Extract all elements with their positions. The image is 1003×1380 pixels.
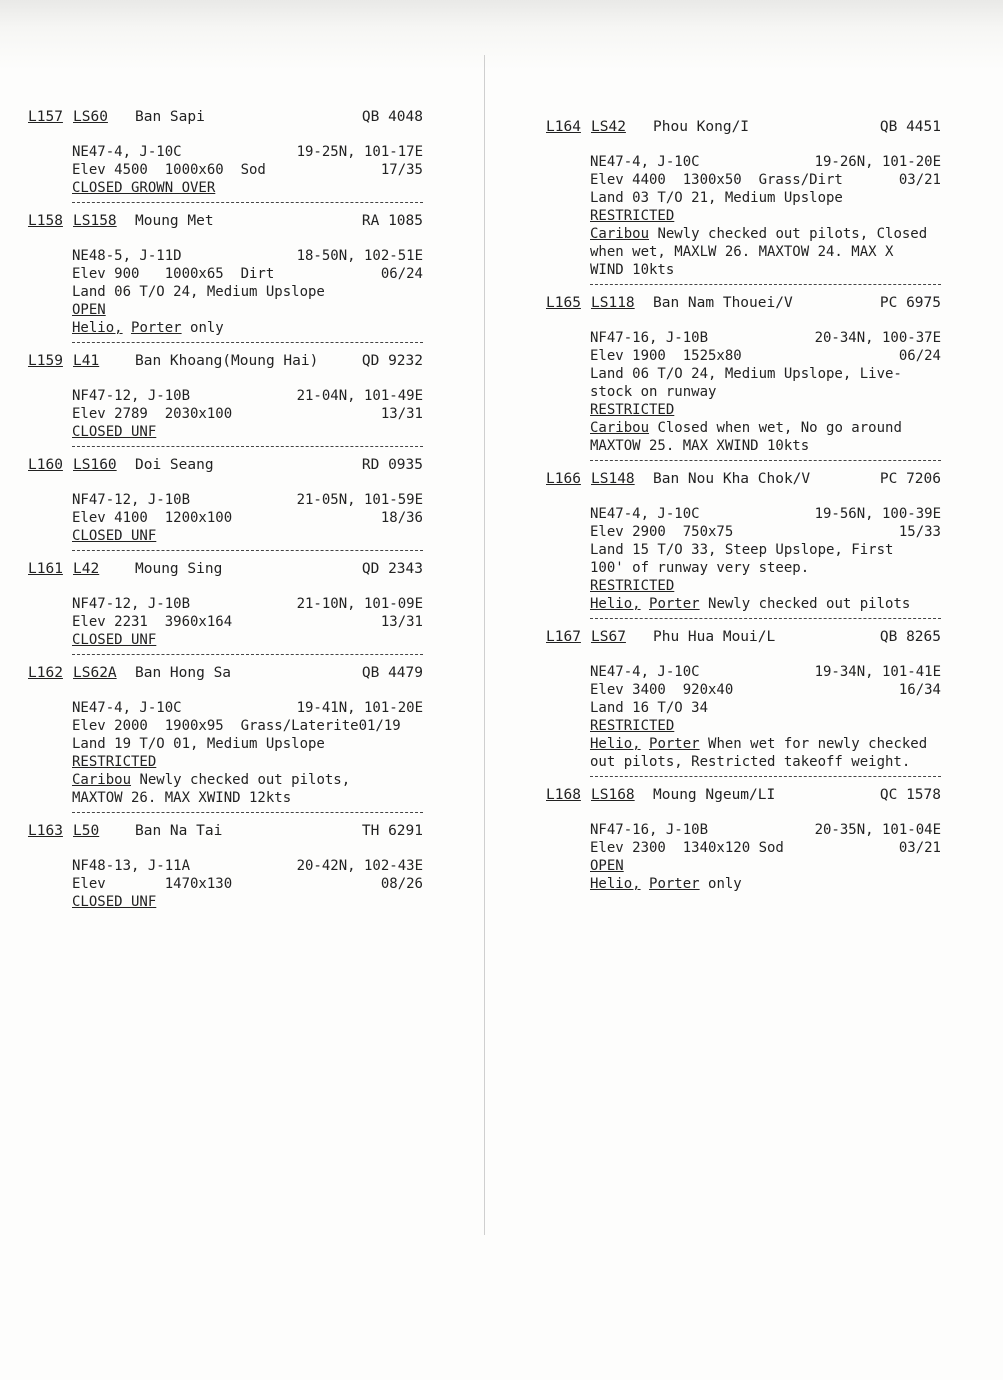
info-line — [590, 717, 941, 735]
remark-text: out pilots, Restricted takeoff weight. — [590, 754, 911, 770]
info-line — [590, 383, 941, 401]
status-label: RESTRICTED — [72, 754, 157, 770]
aircraft-type: Caribou — [590, 420, 650, 436]
entry-header — [28, 107, 423, 127]
entry-header — [28, 455, 423, 475]
info-line — [590, 419, 941, 437]
entry-header — [28, 663, 423, 683]
ls-code: LS60 — [73, 109, 108, 125]
remark-text: Newly checked out pilots — [699, 596, 911, 612]
remark-text: Newly checked out pilots, — [131, 772, 351, 788]
dashed-separator — [72, 342, 423, 343]
remark-text: MAXTOW 26. MAX XWIND 12kts — [72, 790, 292, 806]
right-column — [546, 117, 941, 893]
elevation-dims: Elev 4500 1000x60 Sod — [72, 162, 266, 178]
site-name: Phou Kong/I — [653, 119, 750, 135]
airstrip-entry — [546, 293, 941, 461]
elev-row — [590, 839, 941, 857]
airstrip-entry — [28, 663, 423, 813]
chart-ref: NE47-4, J-10C — [590, 154, 700, 170]
status-label: CLOSED UNF — [72, 894, 157, 910]
chart-ref: NF48-13, J-11A — [72, 858, 191, 874]
dashed-separator — [72, 446, 423, 447]
airstrip-entry — [546, 627, 941, 777]
dashed-separator — [590, 776, 941, 777]
airstrip-entry — [28, 107, 423, 203]
status-label: RESTRICTED — [590, 402, 675, 418]
info-line — [72, 423, 423, 441]
info-line — [72, 527, 423, 545]
aircraft-type: Helio, — [590, 736, 641, 752]
l-code: L166 — [546, 471, 581, 487]
elevation-dims: Elev 3400 920x40 — [590, 682, 734, 698]
runway-heading: 13/31 — [380, 614, 423, 630]
chart-row — [590, 505, 941, 523]
entry-body — [72, 387, 423, 441]
runway-heading: 18/36 — [380, 510, 423, 526]
runway-heading: 13/31 — [380, 406, 423, 422]
info-line — [590, 595, 941, 613]
info-line — [72, 735, 423, 753]
chart-ref: NF47-12, J-10B — [72, 596, 191, 612]
remark-text: WIND 10kts — [590, 262, 675, 278]
info-line — [590, 857, 941, 875]
remark-text: only — [699, 876, 742, 892]
info-line — [590, 365, 941, 383]
airstrip-entry — [28, 211, 423, 343]
ls-code: LS168 — [591, 787, 635, 803]
status-label: CLOSED GROWN OVER — [72, 180, 216, 196]
info-line — [590, 875, 941, 893]
grid-ref: QB 4479 — [361, 665, 423, 681]
dashed-separator — [590, 284, 941, 285]
grid-ref: RD 0935 — [361, 457, 423, 473]
status-label: RESTRICTED — [590, 718, 675, 734]
l-code: L158 — [28, 213, 63, 229]
ls-code: LS158 — [73, 213, 117, 229]
coordinates: 21-05N, 101-59E — [296, 492, 423, 508]
info-line — [590, 753, 941, 771]
elevation-dims: Elev 1900 1525x80 — [590, 348, 742, 364]
elevation-dims: Elev 2231 3960x164 — [72, 614, 233, 630]
entry-body — [590, 505, 941, 613]
status-label: CLOSED UNF — [72, 528, 157, 544]
aircraft-type: Porter — [649, 596, 700, 612]
l-code: L167 — [546, 629, 581, 645]
dashed-separator — [72, 654, 423, 655]
entry-body — [72, 595, 423, 649]
elev-row — [590, 681, 941, 699]
info-line — [72, 179, 423, 197]
l-code: L163 — [28, 823, 63, 839]
chart-row — [72, 143, 423, 161]
status-label: OPEN — [590, 858, 624, 874]
dashed-separator — [72, 202, 423, 203]
l-code: L165 — [546, 295, 581, 311]
elev-row — [72, 875, 423, 893]
dashed-separator — [72, 812, 423, 813]
dashed-separator — [72, 550, 423, 551]
l-code: L164 — [546, 119, 581, 135]
status-label: RESTRICTED — [590, 208, 675, 224]
elevation-dims: Elev 4100 1200x100 — [72, 510, 233, 526]
chart-row — [590, 153, 941, 171]
ls-code: L42 — [73, 561, 100, 577]
chart-ref: NF47-12, J-10B — [72, 492, 191, 508]
grid-ref: QD 9232 — [361, 353, 423, 369]
entry-body — [72, 247, 423, 337]
status-label: RESTRICTED — [590, 578, 675, 594]
remark-text: Land 19 T/O 01, Medium Upslope — [72, 736, 325, 752]
grid-ref: QD 2343 — [361, 561, 423, 577]
coordinates: 20-34N, 100-37E — [814, 330, 941, 346]
coordinates: 20-42N, 102-43E — [296, 858, 423, 874]
entry-body — [72, 143, 423, 197]
aircraft-type: Porter — [131, 320, 182, 336]
chart-ref: NF47-16, J-10B — [590, 330, 709, 346]
coordinates: 18-50N, 102-51E — [296, 248, 423, 264]
airstrip-entry — [546, 469, 941, 619]
remark-text: Land 16 T/O 34 — [590, 700, 709, 716]
grid-ref: PC 7206 — [879, 471, 941, 487]
info-line — [590, 401, 941, 419]
grid-ref: TH 6291 — [361, 823, 423, 839]
coordinates: 21-04N, 101-49E — [296, 388, 423, 404]
elev-row — [590, 171, 941, 189]
aircraft-type: Caribou — [72, 772, 132, 788]
runway-heading: 03/21 — [898, 172, 941, 188]
grid-ref: PC 6975 — [879, 295, 941, 311]
remark-text: 100' of runway very steep. — [590, 560, 810, 576]
chart-ref: NF47-16, J-10B — [590, 822, 709, 838]
runway-heading: 16/34 — [898, 682, 941, 698]
ls-code: LS62A — [73, 665, 117, 681]
remark-text: when wet, MAXLW 26. MAXTOW 24. MAX X — [590, 244, 894, 260]
status-label: CLOSED UNF — [72, 424, 157, 440]
site-name: Moung Sing — [135, 561, 223, 577]
elevation-dims: Elev 2789 2030x100 — [72, 406, 233, 422]
grid-ref: QB 4048 — [361, 109, 423, 125]
site-name: Moung Ngeum/LI — [653, 787, 776, 803]
coordinates: 20-35N, 101-04E — [814, 822, 941, 838]
info-line — [590, 261, 941, 279]
entry-body — [72, 491, 423, 545]
remark-text: only — [181, 320, 224, 336]
remark-text: Land 03 T/O 21, Medium Upslope — [590, 190, 843, 206]
l-code: L157 — [28, 109, 63, 125]
elev-row — [72, 613, 423, 631]
coordinates: 19-34N, 101-41E — [814, 664, 941, 680]
ls-code: LS67 — [591, 629, 626, 645]
chart-row — [72, 247, 423, 265]
remark-text: Land 15 T/O 33, Steep Upslope, First — [590, 542, 894, 558]
dashed-separator — [590, 618, 941, 619]
chart-row — [590, 329, 941, 347]
info-line — [590, 577, 941, 595]
airstrip-entry — [28, 455, 423, 551]
entry-body — [72, 699, 423, 807]
entry-body — [72, 857, 423, 911]
ls-code: L50 — [73, 823, 100, 839]
elevation-dims: Elev 2900 750x75 — [590, 524, 734, 540]
info-line — [590, 735, 941, 753]
grid-ref: RA 1085 — [361, 213, 423, 229]
elev-row — [72, 509, 423, 527]
entry-header — [546, 117, 941, 137]
site-name: Ban Hong Sa — [135, 665, 232, 681]
runway-heading: 06/24 — [898, 348, 941, 364]
info-line — [72, 753, 423, 771]
ls-code: LS42 — [591, 119, 626, 135]
info-line — [72, 631, 423, 649]
info-line — [72, 301, 423, 319]
l-code: L168 — [546, 787, 581, 803]
entry-header — [546, 293, 941, 313]
remark-text: stock on runway — [590, 384, 717, 400]
scan-shadow — [0, 0, 1003, 70]
entry-body — [590, 329, 941, 455]
elevation-dims: Elev 2300 1340x120 Sod — [590, 840, 784, 856]
site-name: Moung Met — [135, 213, 214, 229]
elev-row — [590, 523, 941, 541]
entry-header — [546, 469, 941, 489]
airstrip-entry — [28, 821, 423, 911]
ls-code: L41 — [73, 353, 100, 369]
elevation-dims: Elev 900 1000x65 Dirt — [72, 266, 275, 282]
site-name: Ban Na Tai — [135, 823, 223, 839]
chart-ref: NE47-4, J-10C — [590, 664, 700, 680]
site-name: Ban Nam Thouei/V — [653, 295, 793, 311]
left-column — [28, 107, 423, 911]
info-line — [72, 893, 423, 911]
elev-row — [590, 347, 941, 365]
l-code: L159 — [28, 353, 63, 369]
elevation-dims: Elev 1470x130 — [72, 876, 233, 892]
info-line — [590, 541, 941, 559]
info-line — [590, 243, 941, 261]
site-name: Ban Sapi — [135, 109, 205, 125]
aircraft-type: Porter — [649, 736, 700, 752]
aircraft-type: Helio, — [72, 320, 123, 336]
chart-ref: NE47-4, J-10C — [72, 700, 182, 716]
site-name: Phu Hua Moui/L — [653, 629, 776, 645]
entry-header — [28, 559, 423, 579]
entry-header — [28, 211, 423, 231]
runway-heading: 08/26 — [380, 876, 423, 892]
page-fold — [484, 55, 485, 1235]
airstrip-entry — [546, 117, 941, 285]
chart-row — [72, 595, 423, 613]
entry-header — [28, 821, 423, 841]
info-line — [72, 771, 423, 789]
info-line — [590, 225, 941, 243]
chart-row — [72, 387, 423, 405]
remark-text: MAXTOW 25. MAX XWIND 10kts — [590, 438, 810, 454]
runway-heading: 03/21 — [898, 840, 941, 856]
remark-text: When wet for newly checked — [699, 736, 928, 752]
dashed-separator — [590, 460, 941, 461]
airstrip-entry — [546, 785, 941, 893]
entry-header — [28, 351, 423, 371]
runway-heading: 17/35 — [380, 162, 423, 178]
airstrip-entry — [28, 559, 423, 655]
chart-row — [590, 821, 941, 839]
status-label: OPEN — [72, 302, 106, 318]
chart-ref: NE48-5, J-11D — [72, 248, 182, 264]
remark-text: Newly checked out pilots, Closed — [649, 226, 928, 242]
entry-header — [546, 785, 941, 805]
info-line — [590, 189, 941, 207]
remark-text: Land 06 T/O 24, Medium Upslope — [72, 284, 325, 300]
chart-row — [72, 857, 423, 875]
grid-ref: QC 1578 — [879, 787, 941, 803]
info-line — [590, 699, 941, 717]
ls-code: LS160 — [73, 457, 117, 473]
ls-code: LS148 — [591, 471, 635, 487]
info-line — [72, 789, 423, 807]
site-name: Ban Khoang(Moung Hai) — [135, 353, 319, 369]
chart-ref: NE47-4, J-10C — [590, 506, 700, 522]
info-line — [590, 207, 941, 225]
entry-body — [590, 153, 941, 279]
l-code: L161 — [28, 561, 63, 577]
coordinates: 19-41N, 101-20E — [296, 700, 423, 716]
grid-ref: QB 8265 — [879, 629, 941, 645]
l-code: L160 — [28, 457, 63, 473]
site-name: Ban Nou Kha Chok/V — [653, 471, 811, 487]
coordinates: 21-10N, 101-09E — [296, 596, 423, 612]
elev-row — [72, 717, 423, 735]
grid-ref: QB 4451 — [879, 119, 941, 135]
info-line — [590, 437, 941, 455]
coordinates: 19-26N, 101-20E — [814, 154, 941, 170]
chart-row — [72, 491, 423, 509]
info-line — [72, 283, 423, 301]
status-label: CLOSED UNF — [72, 632, 157, 648]
aircraft-type: Caribou — [590, 226, 650, 242]
info-line — [590, 559, 941, 577]
ls-code: LS118 — [591, 295, 635, 311]
runway-heading: 15/33 — [898, 524, 941, 540]
l-code: L162 — [28, 665, 63, 681]
coordinates: 19-25N, 101-17E — [296, 144, 423, 160]
elev-row — [72, 405, 423, 423]
entry-body — [590, 663, 941, 771]
chart-row — [590, 663, 941, 681]
remark-text: Closed when wet, No go around — [649, 420, 902, 436]
entry-header — [546, 627, 941, 647]
airstrip-entry — [28, 351, 423, 447]
info-line — [72, 319, 423, 337]
elev-row — [72, 265, 423, 283]
elevation-dims: Elev 4400 1300x50 Grass/Dirt — [590, 172, 843, 188]
coordinates: 19-56N, 100-39E — [814, 506, 941, 522]
chart-row — [72, 699, 423, 717]
runway-heading: 06/24 — [380, 266, 423, 282]
aircraft-type: Helio, — [590, 876, 641, 892]
aircraft-type: Helio, — [590, 596, 641, 612]
elevation-dims: Elev 2000 1900x95 Grass/Laterite01/19 — [72, 718, 401, 734]
entry-body — [590, 821, 941, 893]
chart-ref: NE47-4, J-10C — [72, 144, 182, 160]
remark-text: Land 06 T/O 24, Medium Upslope, Live- — [590, 366, 902, 382]
aircraft-type: Porter — [649, 876, 700, 892]
site-name: Doi Seang — [135, 457, 214, 473]
elev-row — [72, 161, 423, 179]
chart-ref: NF47-12, J-10B — [72, 388, 191, 404]
